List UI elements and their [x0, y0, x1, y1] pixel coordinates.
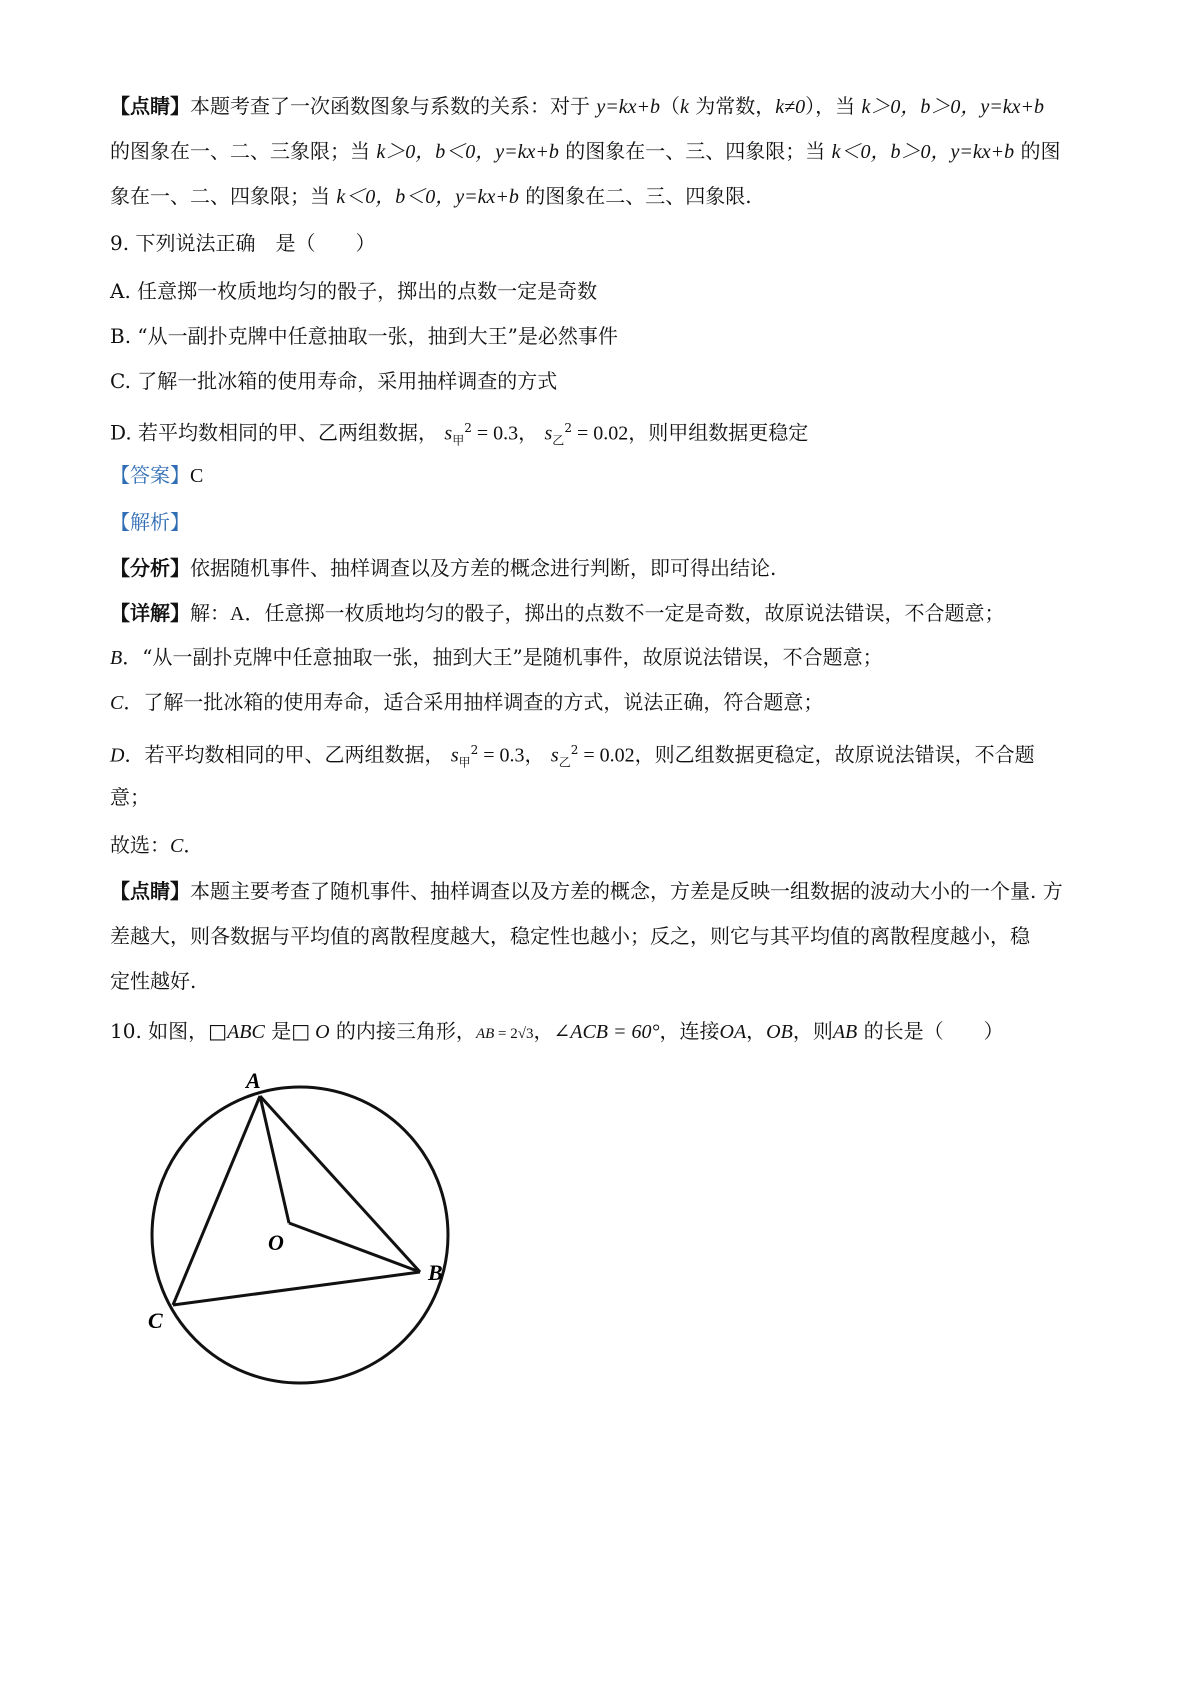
text: 的内接三角形，	[329, 1019, 476, 1043]
variance-symbol: s	[450, 744, 459, 767]
label-b: B	[428, 1260, 443, 1285]
answer-tag: 【答案】	[110, 463, 190, 487]
equation: y=kx+b	[455, 186, 519, 208]
superscript: 2	[564, 421, 572, 435]
circle-name: O	[310, 1021, 330, 1043]
choose-line	[110, 830, 1104, 861]
letter: B	[110, 647, 123, 669]
fenxi-line	[110, 553, 1104, 583]
text: 的图象在二、三、四象限.	[518, 184, 752, 208]
value: = 0.02	[578, 744, 635, 767]
text: ．若平均数相同的甲、乙两组数据，	[124, 742, 445, 767]
answer-value: C	[190, 465, 204, 487]
text: ，连接	[659, 1019, 720, 1043]
condition: k＞0，b＜0，	[376, 141, 496, 163]
text: 依据随机事件、抽样调查以及方差的概念进行判断，即可得出结论.	[190, 556, 777, 580]
text: ．任意掷一枚质地均匀的骰子，掷出的点数不一定是奇数，故原说法错误，不合题意；	[244, 601, 1005, 625]
text: 象在一、二、四象限；当	[110, 184, 337, 208]
subscript: 甲	[458, 755, 471, 770]
circle-symbol: □	[291, 1019, 311, 1043]
text: 的图象在一、二、三象限；当	[110, 139, 377, 163]
segment: AB	[475, 1026, 495, 1042]
arc: AB	[832, 1021, 858, 1043]
condition: k＜0，b＜0，	[336, 186, 456, 208]
superscript: 2	[464, 421, 472, 435]
text: ．	[183, 833, 204, 857]
answer-line	[110, 460, 1104, 491]
segment-ob	[289, 1223, 420, 1272]
option-c: C. 了解一批冰箱的使用寿命，采用抽样调查的方式	[110, 369, 558, 393]
text: 是	[264, 1019, 292, 1043]
equation: y=kx+b	[980, 96, 1044, 118]
text: 本题考查了一次函数图象与系数的关系：对于	[190, 94, 597, 118]
variance-symbol: s	[544, 422, 553, 445]
dianjing-2-line-1	[110, 876, 1104, 906]
text: ，	[533, 1019, 554, 1043]
letter: D	[110, 744, 125, 767]
segment-bc	[173, 1272, 420, 1305]
text: ，	[518, 420, 539, 445]
dianjing-tag: 【点睛】	[110, 94, 190, 118]
dianjing-1-line-3	[110, 181, 1104, 212]
segment: OB	[766, 1021, 793, 1043]
condition: k＞0，b＞0，	[861, 96, 981, 118]
dianjing-1-line-2	[110, 136, 1104, 167]
text: ，则甲组数据更稳定	[628, 420, 809, 445]
condition: k＜0，b＞0，	[831, 141, 951, 163]
text: （	[659, 94, 680, 118]
subscript: 甲	[452, 433, 465, 448]
text: D. 若平均数相同的甲、乙两组数据，	[110, 420, 439, 445]
equation: y=kx+b	[596, 96, 660, 118]
question-9-stem: 9. 下列说法正确 是（ ）	[110, 231, 376, 255]
xiangjie-d	[110, 735, 1104, 778]
value: = 0.3	[471, 422, 519, 445]
dianjing-1-line-1	[110, 91, 1104, 122]
label-o: O	[268, 1230, 284, 1255]
condition: k≠0	[775, 96, 806, 118]
segment-ca	[173, 1096, 260, 1305]
triangle-name: ABC	[227, 1021, 265, 1043]
dianjing-2-line-3: 定性越好.	[110, 969, 197, 993]
value: = 0.02	[571, 422, 629, 445]
text: ，则乙组数据更稳定，故原说法错误，不合题	[634, 742, 1035, 767]
subscript: 乙	[552, 433, 565, 448]
text: 为常数，	[688, 94, 776, 118]
angle-expression: ∠ACB = 60°	[553, 1021, 660, 1043]
xiangjie-tag: 【详解】	[110, 601, 190, 625]
text: ，则	[792, 1019, 833, 1043]
question-10-stem	[110, 1016, 1104, 1049]
choice: C	[170, 835, 184, 857]
segment: OA	[719, 1021, 747, 1043]
text: 的图象在一、三、四象限；当	[558, 139, 832, 163]
text: ，	[746, 1019, 767, 1043]
dianjing-2-line-2: 差越大，则各数据与平均值的离散程度越大，稳定性也越小；反之，则它与其平均值的离散程度越小，稳	[110, 924, 1030, 948]
text: 本题主要考查了随机事件、抽样调查以及方差的概念，方差是反映一组数据的波动大小的一个量. 方	[190, 879, 1063, 903]
geometry-figure	[140, 1060, 480, 1390]
text: ），当	[805, 94, 862, 118]
fenxi-tag: 【分析】	[110, 556, 190, 580]
text: 的图	[1014, 139, 1061, 163]
label-c: C	[148, 1308, 163, 1333]
dianjing-tag: 【点睛】	[110, 879, 190, 903]
xiangjie-c	[110, 687, 1104, 718]
letter: A	[230, 603, 245, 625]
variance-symbol: s	[444, 422, 453, 445]
sqrt-value: √3	[517, 1026, 534, 1042]
xiangjie-d-cont: 意；	[110, 785, 150, 809]
text: 的长是（ ）	[857, 1019, 1004, 1043]
variance-symbol: s	[550, 744, 559, 767]
jiexi-tag: 【解析】	[110, 510, 190, 534]
jiexi-line	[110, 507, 1104, 537]
xiangjie-a	[110, 598, 1104, 629]
letter: C	[110, 692, 124, 714]
variable: k	[679, 96, 689, 118]
text: 解：	[190, 601, 230, 625]
circle-o	[152, 1087, 448, 1383]
question-number: 10. 如图，	[110, 1019, 209, 1043]
value: = 2	[494, 1026, 518, 1042]
equation: y=kx+b	[950, 141, 1015, 163]
text: ．“从一副扑克牌中任意抽取一张，抽到大王”是随机事件，故原说法错误，不合题意；	[122, 645, 883, 669]
text: 故选：	[110, 833, 170, 857]
subscript: 乙	[558, 755, 571, 770]
segment-oa	[260, 1096, 289, 1223]
option-a: A. 任意掷一枚质地均匀的骰子，掷出的点数一定是奇数	[110, 279, 598, 303]
option-b: B. “从一副扑克牌中任意抽取一张，抽到大王”是必然事件	[110, 324, 618, 348]
superscript: 2	[470, 743, 479, 757]
xiangjie-b	[110, 642, 1104, 673]
superscript: 2	[570, 743, 579, 757]
text: ．了解一批冰箱的使用寿命，适合采用抽样调查的方式，说法正确，符合题意；	[123, 690, 824, 714]
text: ，	[524, 742, 545, 767]
option-d	[110, 413, 1104, 456]
value: = 0.3	[478, 744, 525, 767]
equation: y=kx+b	[495, 141, 559, 163]
label-a: A	[246, 1068, 261, 1093]
triangle-symbol: □	[208, 1019, 228, 1043]
